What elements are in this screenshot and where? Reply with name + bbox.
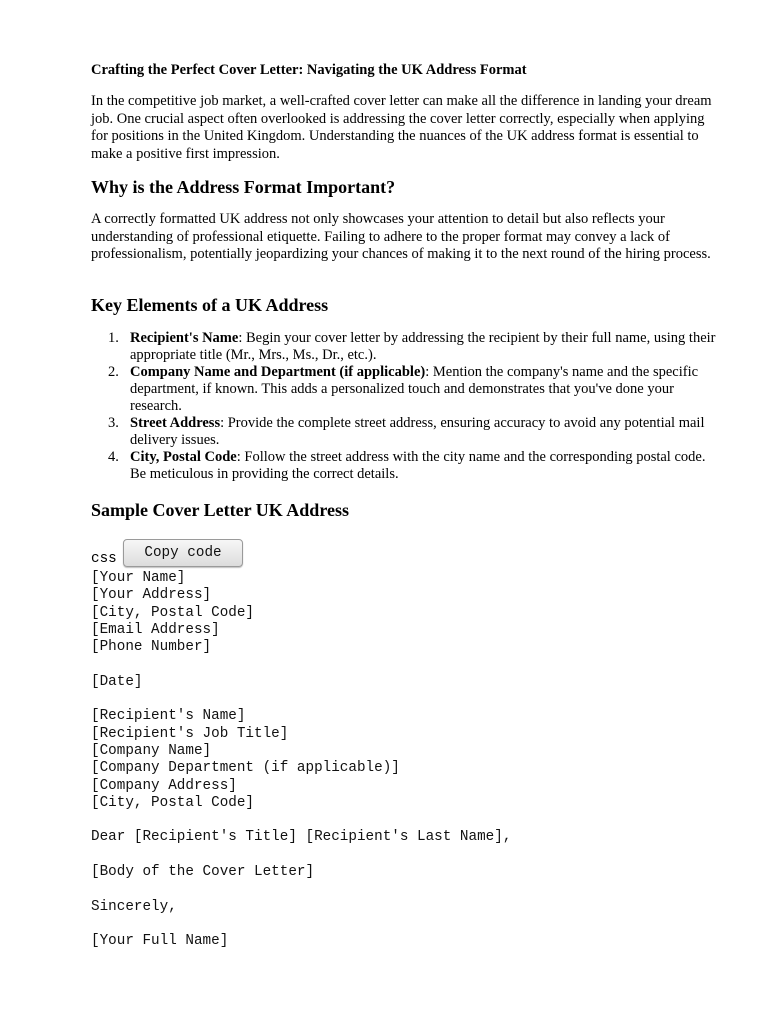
why-paragraph: A correctly formatted UK address not only showcases your attention to detail but also reflects your understanding of professional etiquette. Failing to adhere to the proper format may convey a lack of professionalism, potentially jeopardizing your chances of making it to the next round of the hiring process. [91,211,711,262]
code-line: [Phone Number] [91,639,212,656]
code-line: [City, Postal Code] [91,794,255,811]
code-line: [Recipient's Name] [91,708,246,725]
list-item [91,415,721,449]
list-item-term: Company Name and Department (if applicable) [130,364,426,380]
list-item-number: 3. [108,415,119,431]
list-item-term: Recipient's Name [130,330,239,346]
document-title: Crafting the Perfect Cover Letter: Navigating the UK Address Format [91,62,527,78]
list-item [91,330,721,364]
code-line [91,812,511,829]
code-line: Dear [Recipient's Title] [Recipient's Last Name], [91,829,512,846]
code-line [91,881,511,898]
list-item-term: Street Address [130,415,221,431]
list-item-text: : Follow the street address with the city name and the corresponding postal code. Be meticulous in providing the correct details. [130,449,706,482]
code-line [91,656,511,673]
list-item-number: 1. [108,330,119,346]
code-line: [Date] [91,673,143,690]
section-heading-sample: Sample Cover Letter UK Address [91,500,349,520]
list-item-text: : Mention the company's name and the specific department, if known. This adds a personalized touch and demonstrates that you've done your research. [130,364,699,414]
key-elements-list [91,330,721,483]
code-line: [Body of the Cover Letter] [91,864,315,881]
code-line: Sincerely, [91,898,177,915]
list-item [91,364,721,415]
code-line: [Recipient's Job Title] [91,725,289,742]
list-item-number: 4. [108,449,119,465]
intro-paragraph: In the competitive job market, a well-crafted cover letter can make all the difference in landing your dream job. One crucial aspect often overlooked is addressing the cover letter correctly, especially when applying for positions in the United Kingdom. Understanding the nuances of the UK address format is essential to make a positive first impression. [91,93,712,162]
code-block [91,570,511,951]
code-line [91,916,511,933]
code-line: [Company Name] [91,742,212,759]
code-line: [Company Department (if applicable)] [91,760,400,777]
list-item-text: : Begin your cover letter by addressing the recipient by their full name, using their appropriate title (Mr., Mrs., Ms., Dr., etc.). [130,330,716,363]
code-line: [Your Full Name] [91,933,229,950]
code-line [91,691,511,708]
list-item-text: : Provide the complete street address, ensuring accuracy to avoid any potential mail delivery issues. [130,415,705,448]
code-line: [Your Address] [91,587,212,604]
code-line: [Company Address] [91,777,237,794]
list-item-term: City, Postal Code [130,449,237,465]
section-heading-why: Why is the Address Format Important? [91,177,396,197]
code-line: [Your Name] [91,570,186,586]
list-item-number: 2. [108,364,119,380]
list-item [91,449,721,483]
code-line: [City, Postal Code] [91,604,255,621]
code-language-label: css [91,551,117,567]
section-heading-key-elements: Key Elements of a UK Address [91,295,329,315]
copy-code-button[interactable]: Copy code [123,539,243,567]
code-line: [Email Address] [91,621,220,638]
code-line [91,847,511,864]
